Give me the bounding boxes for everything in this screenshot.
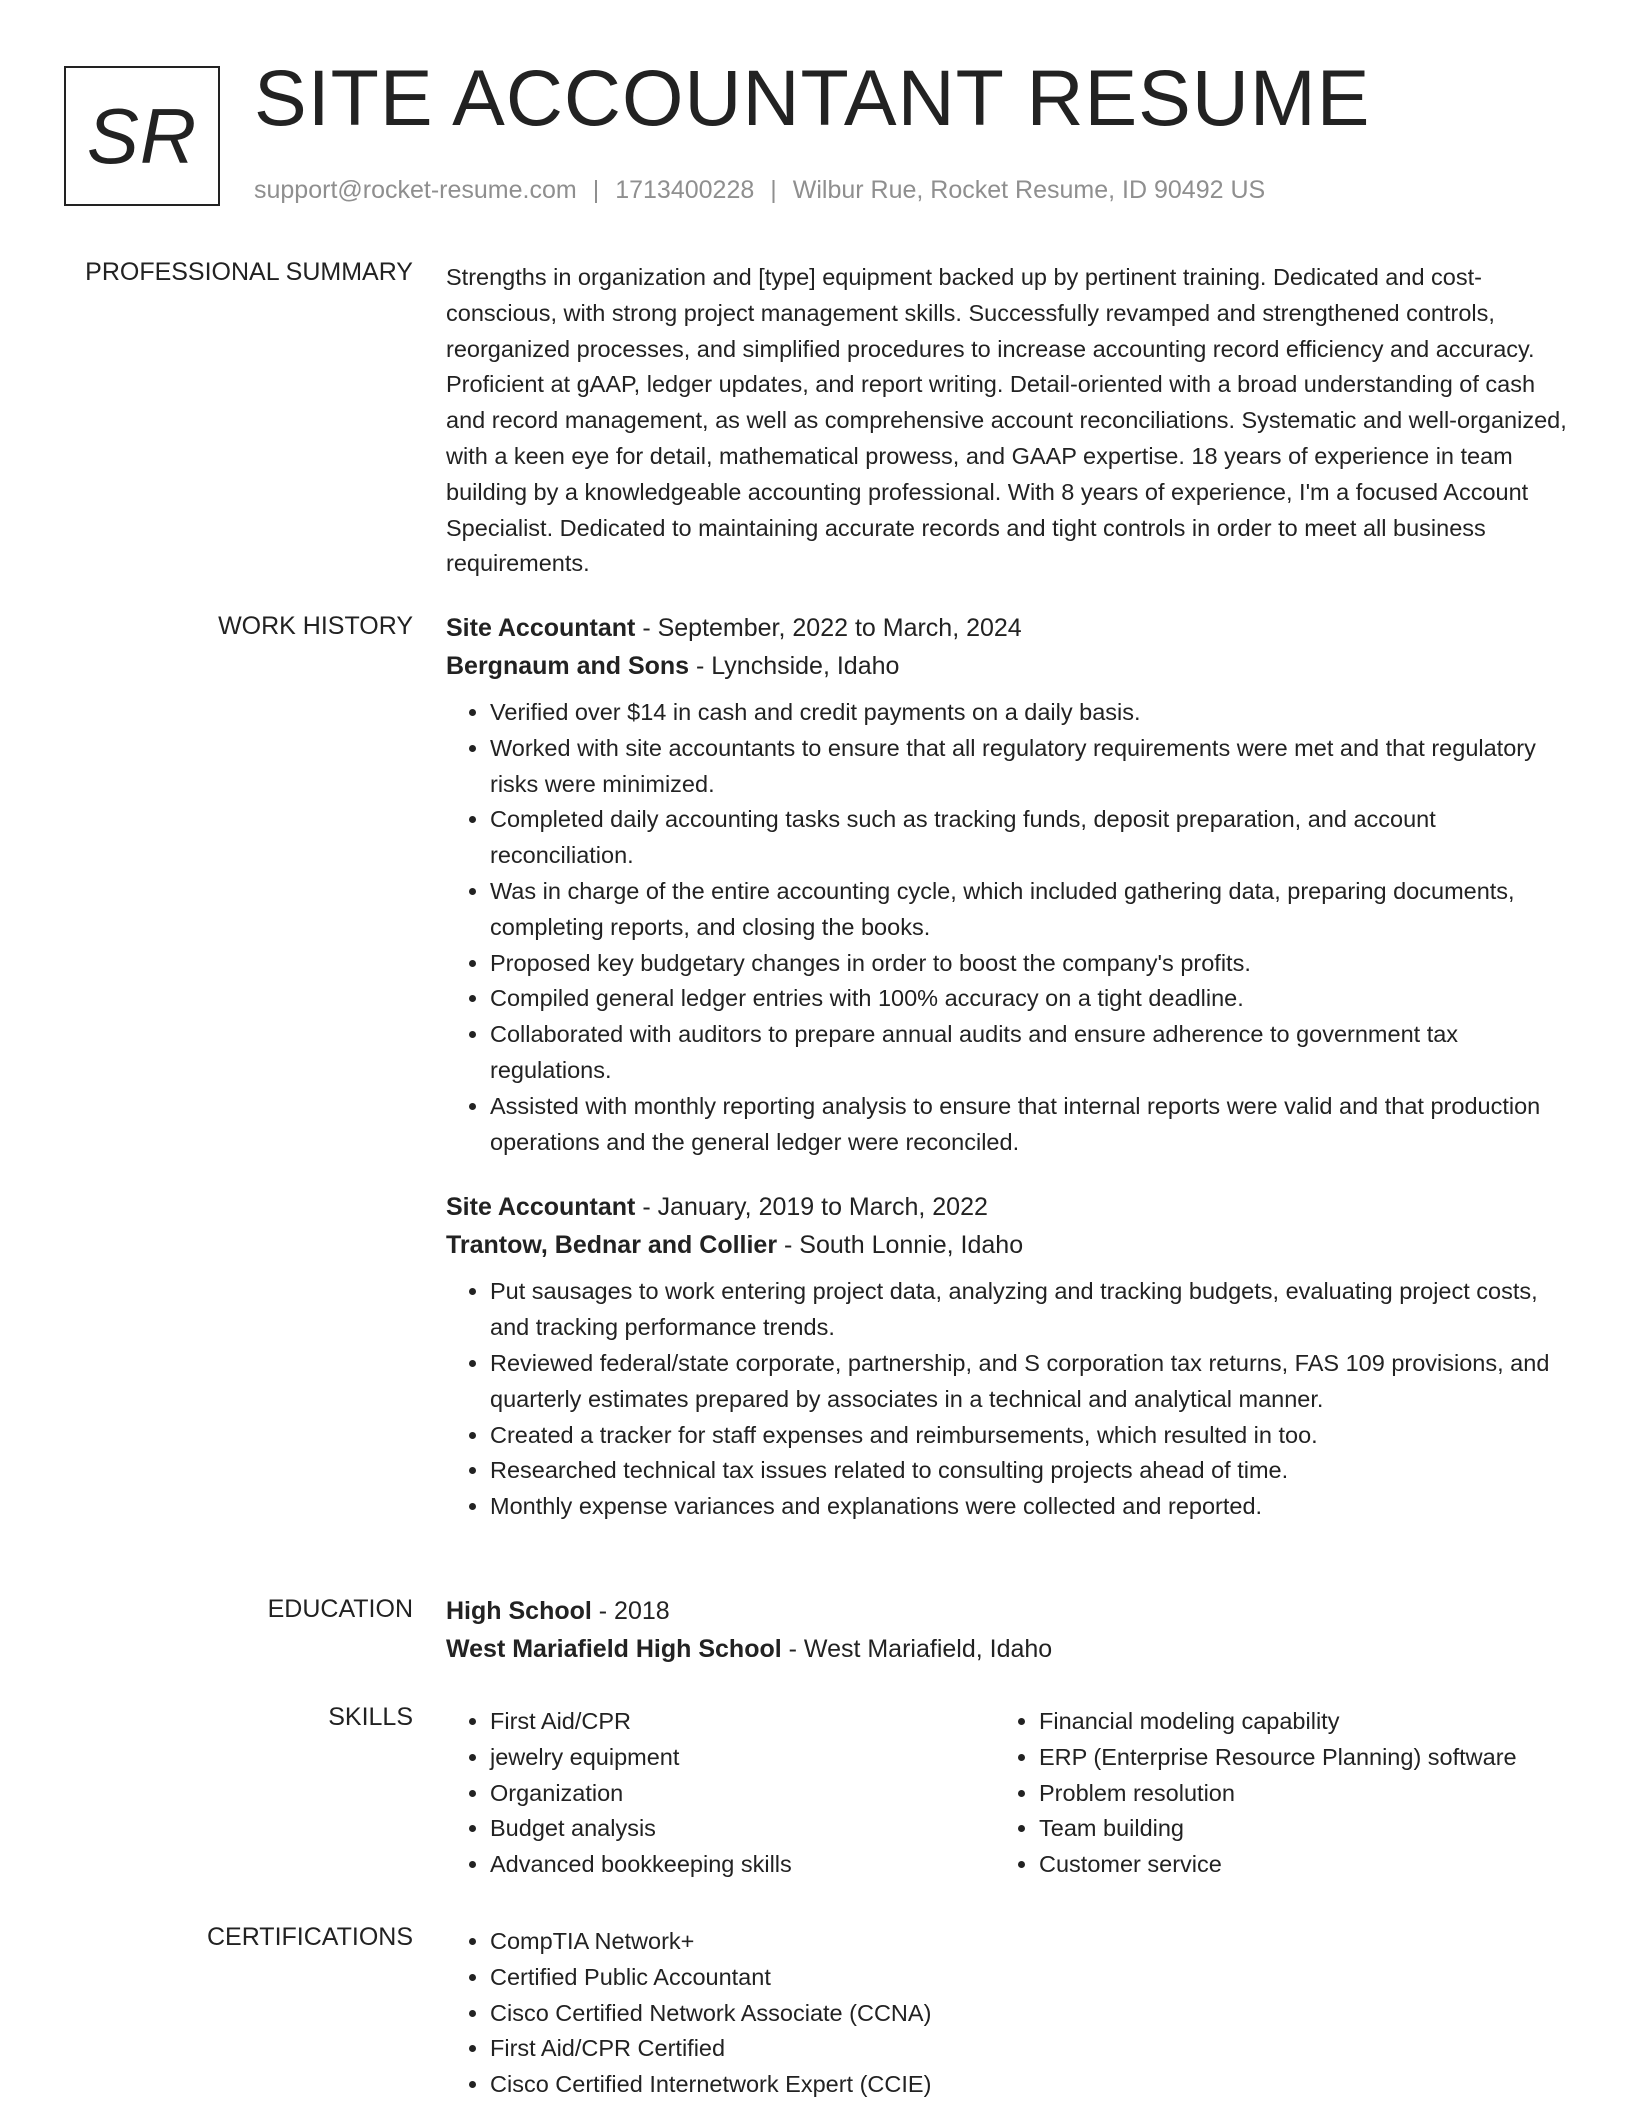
job-bullet: • Reviewed federal/state corporate, partnership, and S corporation tax returns, FAS 109 provisions, and quarterly estimates prepared by associates in a technical and analytical manner. — [490, 1346, 1568, 1418]
job-bullet: • Was in charge of the entire accounting cycle, which included gathering data, preparing documents, completing reports, and closing the books. — [490, 874, 1568, 946]
certification-item: • CompTIA Network+ — [490, 1924, 1568, 1960]
skill-item: • Organization — [490, 1776, 995, 1812]
job-bullet: • Created a tracker for staff expenses and reimbursements, which resulted in too. — [490, 1418, 1568, 1454]
certification-item: • Cisco Certified Network Associate (CCNA) — [490, 1996, 1568, 2032]
skills-columns — [446, 1704, 1568, 1883]
job-bullet: • Researched technical tax issues related to consulting projects ahead of time. — [490, 1453, 1568, 1489]
skills-list-left — [446, 1704, 995, 1883]
summary-text: Strengths in organization and [type] equipment backed up by pertinent training. Dedicated and cost-conscious, with strong project management skills. Successfully revamped and strengthened controls, reorganized processes, and simplified procedures to increase accounting record efficiency and accuracy. Proficient at gAAP, ledger updates, and report writing. Detail-oriented with a broad understanding of cash and record management, as well as comprehensive account reconciliations. Systematic and well-organized, with a keen eye for detail, mathematical prowess, and GAAP expertise. 18 years of experience in team building by a knowledgeable accounting professional. With 8 years of experience, I'm a focused Account Specialist. Dedicated to maintaining accurate records and tight controls in order to meet all business requirements. — [446, 264, 1567, 577]
education-location: - West Mariafield, Idaho — [781, 1635, 1053, 1663]
contact-line — [254, 176, 1265, 205]
skills-list-right — [995, 1704, 1544, 1883]
job-entry — [446, 609, 1568, 1160]
job-dates: - September, 2022 to March, 2024 — [635, 614, 1022, 642]
job-location: - South Lonnie, Idaho — [777, 1231, 1024, 1260]
job-bullet: • Monthly expense variances and explanations were collected and reported. — [490, 1489, 1568, 1525]
section-heading-certifications: CERTIFICATIONS — [206, 1923, 413, 1951]
job-bullet: • Compiled general ledger entries with 100% accuracy on a tight deadline. — [490, 981, 1568, 1017]
contact-phone[interactable]: 1713400228 — [615, 176, 755, 204]
skill-item: • Advanced bookkeeping skills — [490, 1847, 995, 1883]
section-heading-work: WORK HISTORY — [218, 612, 413, 640]
certification-item: • First Aid/CPR Certified — [490, 2031, 1568, 2067]
resume-title: SITE ACCOUNTANT RESUME — [254, 53, 1371, 142]
skill-item: • Budget analysis — [490, 1811, 995, 1847]
education-degree: High School — [446, 1597, 592, 1625]
job-title: Site Accountant — [446, 614, 636, 642]
section-heading-summary: PROFESSIONAL SUMMARY — [85, 258, 413, 286]
section-heading-skills: SKILLS — [328, 1703, 413, 1731]
job-bullet: • Collaborated with auditors to prepare annual audits and ensure adherence to government tax regulations. — [490, 1017, 1568, 1089]
skill-item: • ERP (Enterprise Resource Planning) software — [1039, 1740, 1544, 1776]
education-school-line — [446, 1630, 1568, 1668]
job-bullet-list — [446, 695, 1568, 1160]
contact-email[interactable]: support@rocket-resume.com — [254, 176, 577, 204]
skill-item: • Financial modeling capability — [1039, 1704, 1544, 1740]
job-title: Site Accountant — [446, 1193, 636, 1222]
job-company: Trantow, Bednar and Collier — [446, 1231, 778, 1260]
job-company-line — [446, 1226, 1568, 1264]
certifications-list — [446, 1924, 1568, 2103]
job-bullet: • Completed daily accounting tasks such as tracking funds, deposit preparation, and account reconciliation. — [490, 802, 1568, 874]
job-bullet: • Put sausages to work entering project data, analyzing and tracking budgets, evaluating project costs, and tracking performance trends. — [490, 1274, 1568, 1346]
monogram-logo: SR — [64, 66, 220, 206]
job-location: - Lynchside, Idaho — [689, 652, 900, 680]
section-heading-education: EDUCATION — [267, 1595, 413, 1623]
skill-item: • Team building — [1039, 1811, 1544, 1847]
job-title-line — [446, 609, 1568, 647]
job-bullet-list — [446, 1274, 1568, 1525]
skill-item: • First Aid/CPR — [490, 1704, 995, 1740]
education-year: - 2018 — [591, 1597, 670, 1625]
education-degree-line — [446, 1592, 1568, 1630]
job-dates: - January, 2019 to March, 2022 — [635, 1193, 988, 1222]
certification-item: • Certified Public Accountant — [490, 1960, 1568, 1996]
contact-separator: | — [770, 176, 777, 204]
job-bullet: • Worked with site accountants to ensure that all regulatory requirements were met and that regulatory risks were minimized. — [490, 731, 1568, 803]
education-school: West Mariafield High School — [446, 1635, 782, 1663]
contact-separator: | — [592, 176, 600, 204]
job-entry — [446, 1188, 1568, 1525]
skill-item: • jewelry equipment — [490, 1740, 995, 1776]
job-title-line — [446, 1188, 1568, 1226]
certification-item: • Cisco Certified Internetwork Expert (CCIE) — [490, 2067, 1568, 2103]
job-bullet: • Verified over $14 in cash and credit payments on a daily basis. — [490, 695, 1568, 731]
contact-address: Wilbur Rue, Rocket Resume, ID 90492 US — [792, 176, 1266, 204]
skill-item: • Customer service — [1039, 1847, 1544, 1883]
job-bullet: • Proposed key budgetary changes in order to boost the company's profits. — [490, 946, 1568, 982]
skill-item: • Problem resolution — [1039, 1776, 1544, 1812]
job-company-line — [446, 647, 1568, 685]
job-company: Bergnaum and Sons — [446, 652, 690, 680]
job-bullet: • Assisted with monthly reporting analysis to ensure that internal reports were valid and that production operations and the general ledger were reconciled. — [490, 1089, 1568, 1161]
